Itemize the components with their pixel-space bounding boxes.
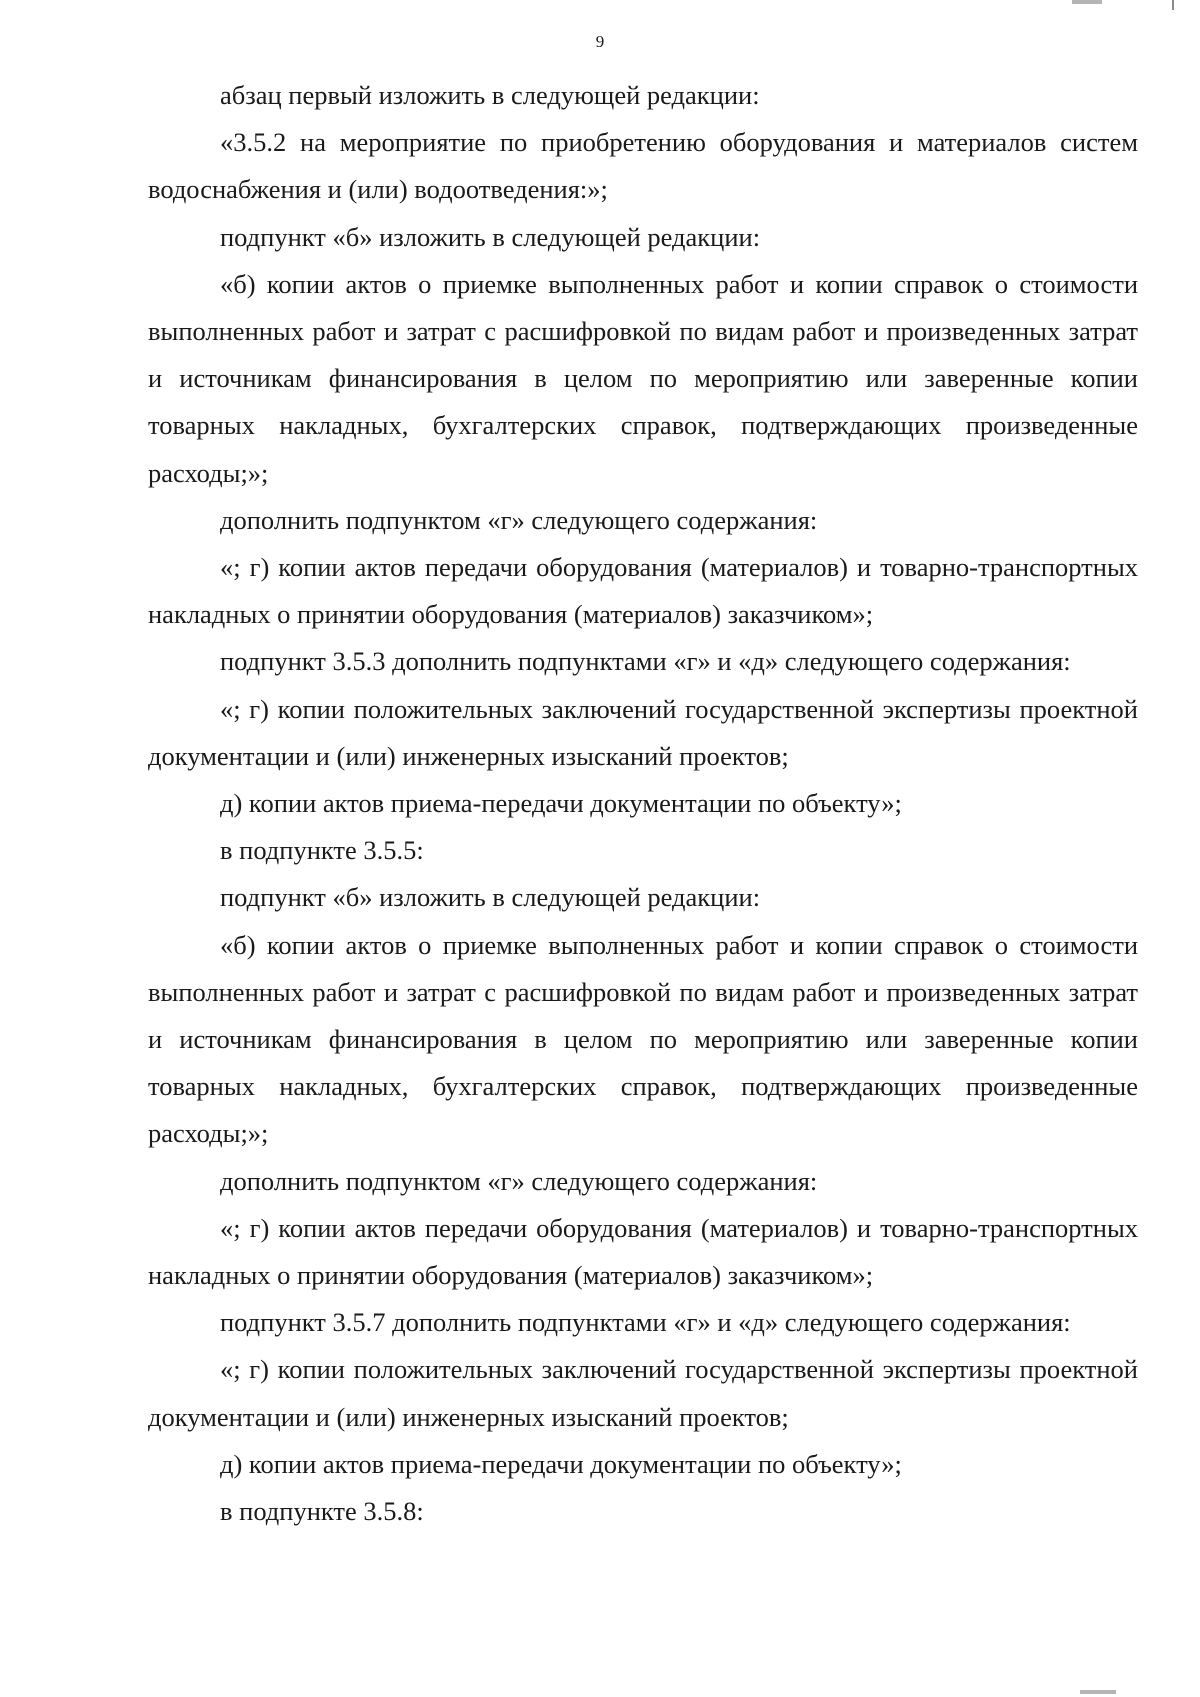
paragraph: «3.5.2 на мероприятие по приобретению оборудования и материалов систем водоснабжения и (или) водоотведения:»; (148, 127, 1138, 205)
paragraph: в подпункте 3.5.5: (220, 835, 424, 866)
paragraph: д) копии актов приема-передачи документации по объекту»; (220, 1448, 902, 1479)
paragraph: «; г) копии положительных заключений государственной экспертизы проектной документации и (или) инженерных изысканий проектов; (148, 1354, 1138, 1432)
paragraph: подпункт 3.5.3 дополнить подпунктами «г» и «д» следующего содержания: (220, 646, 1071, 677)
scan-artifact (1080, 1690, 1116, 1694)
paragraph: «б) копии актов о приемке выполненных работ и копии справок о стоимости выполненных работ и затрат с расшифровкой по видам работ и произведенных затрат и источникам финансирования в целом по мероприятию или заверенные копии товарных накладных, бухгалтерских справок, подтверждающих произведенные расходы;»; (148, 268, 1138, 488)
paragraph: подпункт 3.5.7 дополнить подпунктами «г» и «д» следующего содержания: (220, 1307, 1071, 1338)
paragraph: подпункт «б» изложить в следующей редакции: (220, 221, 761, 252)
paragraph: подпункт «б» изложить в следующей редакции: (220, 882, 761, 913)
paragraph: «; г) копии положительных заключений государственной экспертизы проектной документации и (или) инженерных изысканий проектов; (148, 693, 1138, 771)
scan-artifact (1072, 0, 1102, 4)
paragraph: «; г) копии актов передачи оборудования (материалов) и товарно-транспортных накладных о принятии оборудования (материалов) заказчиком»; (148, 1212, 1138, 1291)
paragraph: «; г) копии актов передачи оборудования (материалов) и товарно-транспортных накладных о принятии оборудования (материалов) заказчиком»; (148, 552, 1138, 630)
document-body (148, 72, 1138, 1535)
paragraph: абзац первый изложить в следующей редакции: (220, 80, 760, 110)
paragraph: дополнить подпунктом «г» следующего содержания: (220, 504, 818, 535)
paragraph: в подпункте 3.5.8: (220, 1496, 424, 1527)
paragraph: «б) копии актов о приемке выполненных работ и копии справок о стоимости выполненных работ и затрат с расшифровкой по видам работ и произведенных затрат и источникам финансирования в целом по мероприятию или заверенные копии товарных накладных, бухгалтерских справок, подтверждающих произведенные расходы;»; (148, 929, 1138, 1149)
scan-artifact (1172, 0, 1174, 10)
paragraph: дополнить подпунктом «г» следующего содержания: (220, 1165, 818, 1196)
paragraph: д) копии актов приема-передачи документации по объекту»; (220, 788, 902, 819)
page-number: 9 (595, 32, 605, 51)
